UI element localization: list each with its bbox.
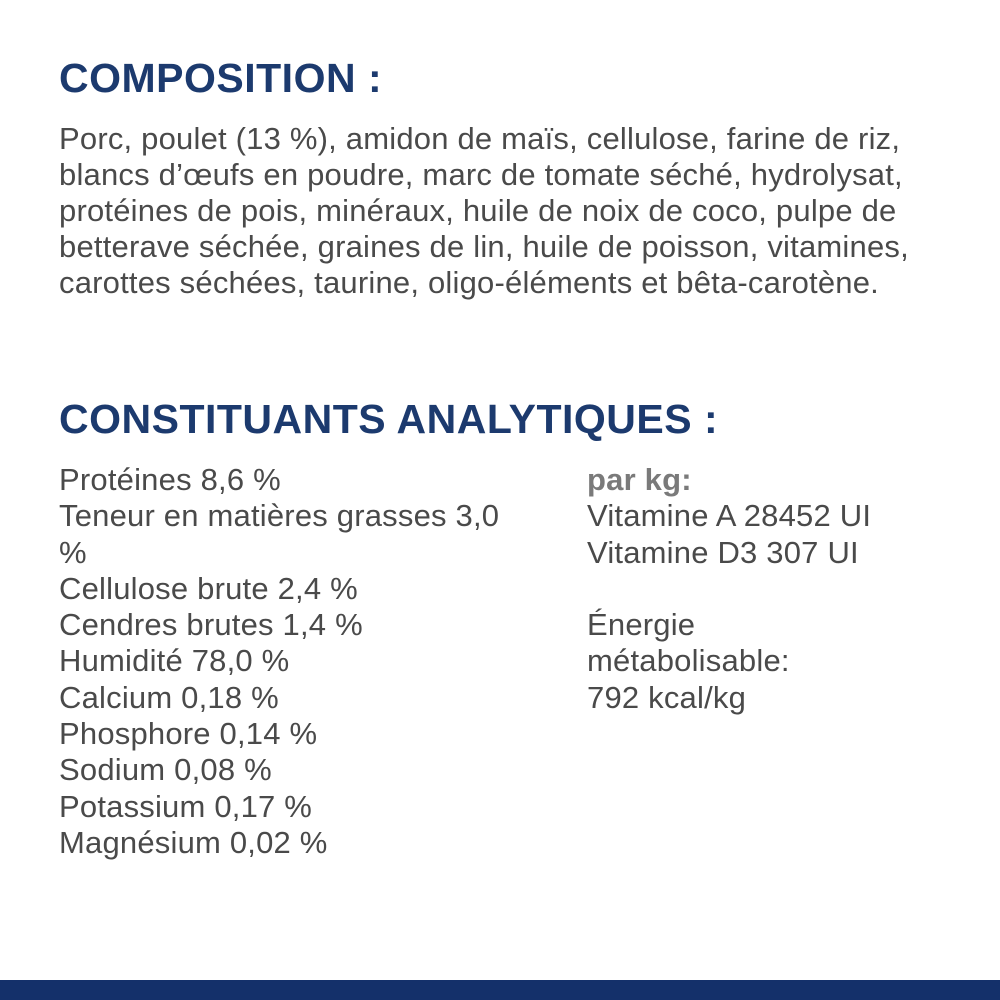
per-kg-column — [587, 462, 987, 716]
spacer — [587, 571, 987, 607]
energy-value: 792 kcal/kg — [587, 679, 747, 715]
constituent-item: Magnésium 0,02 % — [59, 824, 328, 860]
energy-label-line1: Énergie — [587, 607, 696, 643]
constituent-item: Humidité 78,0 % — [59, 643, 290, 679]
footer-bar — [0, 980, 1000, 1000]
per-kg-label: par kg: — [587, 462, 692, 497]
constituent-item: Sodium 0,08 % — [59, 752, 272, 788]
vitamin-d3-value: Vitamine D3 307 UI — [587, 534, 859, 570]
constituent-item: Teneur en matières grasses 3,0 % — [59, 498, 500, 570]
constituent-item: Calcium 0,18 % — [59, 679, 279, 715]
composition-text: Porc, poulet (13 %), amidon de maïs, cellulose, farine de riz, blancs d’œufs en poudre, marc de tomate séché, hydrolysat, protéines de pois, minéraux, huile de noix de coco, pulpe de betterave séchée, graines de lin, huile de poisson, vitamines, carottes séchées, taurine, oligo-éléments et bêta-carotène. — [59, 121, 909, 300]
constituent-item: Protéines 8,6 % — [59, 462, 281, 497]
vitamin-a-value: Vitamine A 28452 UI — [587, 498, 872, 534]
composition-heading: COMPOSITION : — [59, 55, 383, 101]
energy-label-line2: métabolisable: — [587, 643, 790, 679]
analytical-constituents-heading: CONSTITUANTS ANALYTIQUES : — [59, 396, 719, 442]
constituents-list — [59, 462, 529, 861]
constituent-item: Phosphore 0,14 % — [59, 716, 318, 752]
constituent-item: Cendres brutes 1,4 % — [59, 607, 363, 643]
constituent-item: Cellulose brute 2,4 % — [59, 570, 358, 606]
constituent-item: Potassium 0,17 % — [59, 788, 313, 824]
